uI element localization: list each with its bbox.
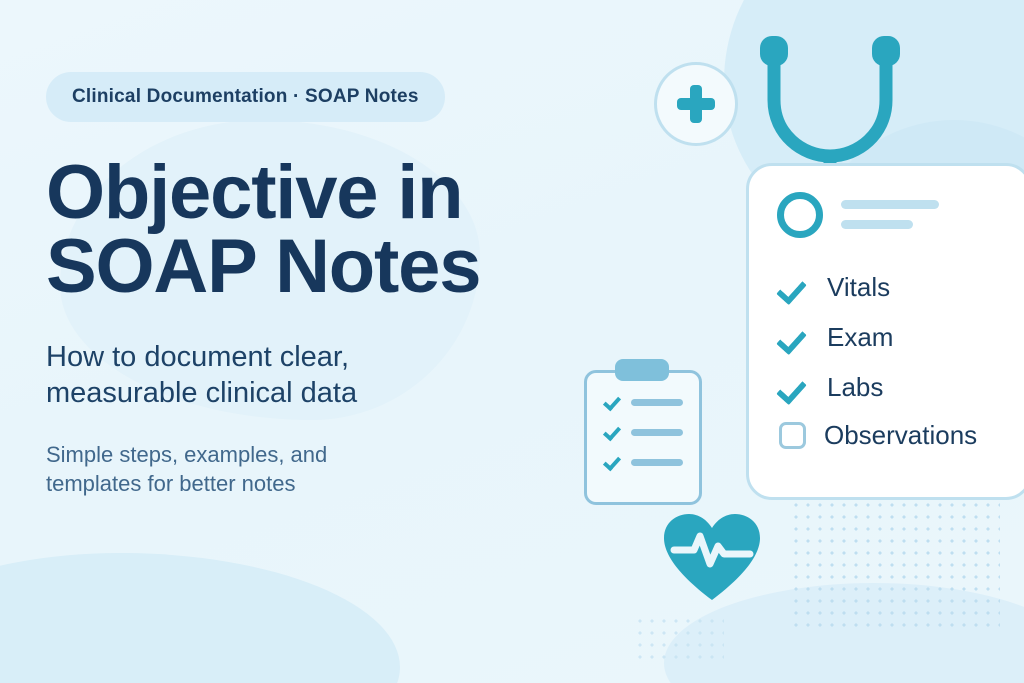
card-header-line-2 — [841, 220, 913, 229]
page-subtitle — [46, 339, 586, 412]
checklist-item-label: Exam — [827, 322, 894, 352]
clipboard-check-icon — [605, 393, 621, 409]
category-pill: Clinical Documentation · SOAP Notes — [46, 72, 445, 122]
page-title-line-1: Objective in — [46, 150, 463, 235]
hero-illustration — [564, 0, 1024, 683]
clipboard-icon — [584, 370, 702, 505]
clipboard-line — [631, 399, 683, 406]
checklist-item-vitals[interactable] — [779, 272, 890, 303]
check-icon — [779, 273, 809, 303]
checklist-item-exam[interactable] — [779, 322, 893, 353]
clipboard-check-icon — [605, 423, 621, 439]
letter-o-icon — [777, 192, 823, 238]
page-title-line-2: SOAP Notes — [46, 224, 481, 310]
page-title — [46, 150, 586, 310]
checklist-item-label: Labs — [827, 372, 884, 402]
page-tagline-line-1: Simple steps, examples, and — [46, 442, 328, 467]
hero-text-column — [46, 72, 586, 498]
check-icon — [779, 323, 809, 353]
checklist-item-label: Observations — [824, 420, 978, 450]
checklist-item-observations[interactable] — [779, 420, 977, 451]
page-tagline — [46, 440, 586, 498]
page-subtitle-line-2: measurable clinical data — [46, 377, 358, 410]
medical-cross-icon — [654, 62, 738, 146]
clipboard-line — [631, 429, 683, 436]
checklist-item-labs[interactable] — [779, 372, 883, 403]
check-icon — [779, 373, 809, 403]
page-tagline-line-2: templates for better notes — [46, 471, 296, 497]
clipboard-line — [631, 459, 683, 466]
heartbeat-icon — [660, 510, 764, 611]
card-header-line-1 — [841, 200, 939, 209]
page-subtitle-line-1: How to document clear, — [46, 340, 350, 373]
clipboard-clip — [615, 359, 669, 381]
soap-note-card — [746, 163, 1024, 500]
checklist-item-label: Vitals — [827, 272, 891, 302]
empty-checkbox-icon[interactable] — [779, 422, 806, 449]
background-blob-bottom-left — [0, 553, 400, 683]
clipboard-check-icon — [605, 453, 621, 469]
